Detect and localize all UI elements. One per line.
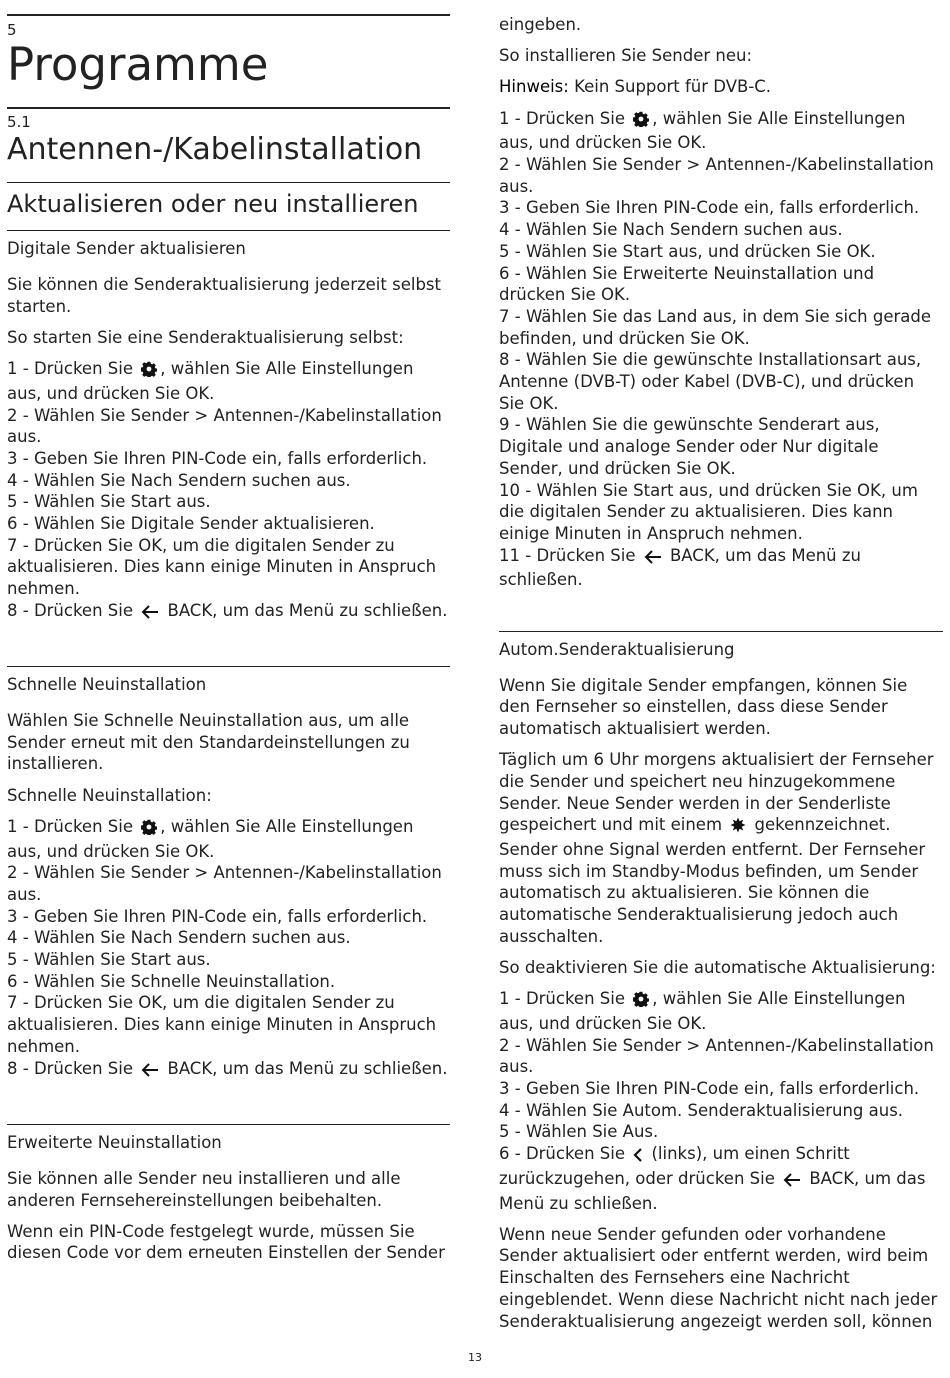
chevron-left-icon [633, 1146, 643, 1168]
digital-update-lead: So starten Sie eine Senderaktualisierung selbst: [7, 327, 404, 347]
step-item: 2 - Wählen Sie Sender > Antennen-/Kabelinstallation aus. [499, 1035, 934, 1077]
chapter-number: 5 [7, 21, 17, 39]
quick-reinstall-rule [7, 666, 450, 667]
advanced-reinstall-steps [499, 108, 943, 591]
dvb-c-note [499, 76, 943, 98]
step-item: 6 - Wählen Sie Erweiterte Neuinstallation und drücken Sie OK. [499, 263, 875, 305]
step-item: 11 - Drücken Sie BACK, um das Menü zu schließen. [499, 545, 861, 590]
section-rule [7, 107, 450, 109]
new-channel-star-icon [730, 817, 746, 839]
pin-note-text-left: Wenn ein PIN-Code festgelegt wurde, müssen Sie diesen Code vor dem erneuten Einstellen der Sender [7, 1221, 445, 1263]
step-item: 2 - Wählen Sie Sender > Antennen-/Kabelinstallation aus. [499, 155, 934, 196]
advanced-reinstall-intro: Sie können alle Sender neu installieren und alle anderen Fernsehereinstellungen beibehalten. [7, 1168, 401, 1210]
step-item: 7 - Drücken Sie OK, um die digitalen Sender zu aktualisieren. Dies kann einige Minuten in Anspruch nehmen. [7, 993, 437, 1056]
step-item: 9 - Wählen Sie die gewünschte Senderart aus, Digitale und analoge Sender oder Nur digitale Sender, und drücken Sie OK. [499, 415, 880, 478]
auto-update-p1: Wenn Sie digitale Sender empfangen, können Sie den Fernseher so einstellen, dass diese Sender automatisch aktualisiert werden. [499, 675, 908, 738]
auto-update-lead: So deaktivieren Sie die automatische Aktualisierung: [499, 958, 936, 978]
gear-icon [141, 361, 157, 383]
left-column [7, 14, 450, 1274]
step-item: 3 - Geben Sie Ihren PIN-Code ein, falls erforderlich. [499, 198, 920, 218]
step-item: 1 - Drücken Sie , wählen Sie Alle Einstellungen aus, und drücken Sie OK. [7, 359, 414, 403]
subsection-rule [7, 182, 450, 183]
step-item: 4 - Wählen Sie Nach Sendern suchen aus. [7, 470, 351, 490]
back-arrow-icon [141, 603, 159, 625]
step-item: 4 - Wählen Sie Nach Sendern suchen aus. [499, 220, 843, 240]
section-number: 5.1 [7, 113, 31, 131]
advanced-reinstall-heading: Erweiterte Neuinstallation [7, 1132, 222, 1152]
digital-update-intro: Sie können die Senderaktualisierung jederzeit selbst starten. [7, 275, 441, 316]
digital-update-steps [7, 358, 450, 624]
step-item: 1 - Drücken Sie , wählen Sie Alle Einstellungen aus, und drücken Sie OK. [7, 816, 414, 861]
advanced-reinstall-lead: So installieren Sie Sender neu: [499, 46, 753, 66]
quick-reinstall-heading: Schnelle Neuinstallation [7, 675, 207, 695]
quick-reinstall-lead: Schnelle Neuinstallation: [7, 785, 212, 805]
gear-icon [141, 819, 157, 841]
digital-update-heading: Digitale Sender aktualisieren [7, 239, 246, 258]
step-item: 4 - Wählen Sie Autom. Senderaktualisierung aus. [499, 1100, 904, 1120]
step-item: 2 - Wählen Sie Sender > Antennen-/Kabelinstallation aus. [7, 405, 442, 447]
step-item: 7 - Wählen Sie das Land aus, in dem Sie sich gerade befinden, und drücken Sie OK. [499, 306, 932, 348]
step-item: 1 - Drücken Sie , wählen Sie Alle Einstellungen aus, und drücken Sie OK. [499, 989, 906, 1033]
note-text: Kein Support für DVB-C. [568, 77, 772, 97]
note-label: Hinweis: [499, 77, 569, 97]
quick-reinstall-intro: Wählen Sie Schnelle Neuinstallation aus, um alle Sender erneut mit den Standardeinstellungen zu installieren. [7, 711, 410, 774]
auto-update-rule [499, 631, 943, 632]
page-number: 13 [468, 1351, 482, 1364]
step-item: 5 - Wählen Sie Start aus. [7, 950, 211, 970]
step-item: 5 - Wählen Sie Aus. [499, 1122, 659, 1142]
back-arrow-icon [141, 1061, 159, 1083]
step-item: 3 - Geben Sie Ihren PIN-Code ein, falls erforderlich. [7, 448, 428, 468]
step-item: 3 - Geben Sie Ihren PIN-Code ein, falls erforderlich. [499, 1079, 920, 1099]
step-item: 6 - Wählen Sie Schnelle Neuinstallation. [7, 971, 336, 991]
step-item: 6 - Wählen Sie Digitale Sender aktualisieren. [7, 514, 375, 534]
digital-update-rule [7, 230, 450, 231]
step-item: 8 - Wählen Sie die gewünschte Installationsart aus, Antenne (DVB-T) oder Kabel (DVB-C), und drücken Sie OK. [499, 350, 922, 413]
advanced-reinstall-pin-note [7, 1221, 450, 1264]
gear-icon [633, 111, 649, 133]
step-item: 8 - Drücken Sie BACK, um das Menü zu schließen. [7, 600, 450, 625]
step-item: 8 - Drücken Sie BACK, um das Menü zu schließen. [7, 1058, 450, 1083]
step-item: 4 - Wählen Sie Nach Sendern suchen aus. [7, 928, 351, 948]
back-arrow-icon [644, 548, 662, 570]
auto-update-steps [499, 988, 943, 1214]
auto-update-heading: Autom.Senderaktualisierung [499, 639, 735, 659]
quick-reinstall-steps [7, 816, 450, 1082]
subsection-title: Aktualisieren oder neu installieren [7, 190, 419, 218]
auto-update-p2: Täglich um 6 Uhr morgens aktualisiert der Fernseher die Sender und speichert neu hinzugekommene Sender. Neue Sender werden in der Senderliste gespeichert und mit einem gekennzeichnet. Sender ohne Signal werden entfernt. Der Fernseher muss sich im Standby-Modus befinden, um Sender automatisch zu aktualisieren. Sie können die automatische Senderaktualisierung jedoch auch ausschalten. [499, 750, 934, 946]
advanced-reinstall-rule [7, 1124, 450, 1125]
step-item: 1 - Drücken Sie , wählen Sie Alle Einstellungen aus, und drücken Sie OK. [499, 108, 906, 153]
step-item: 5 - Wählen Sie Start aus. [7, 492, 211, 512]
step-item: 5 - Wählen Sie Start aus, und drücken Sie OK. [499, 241, 876, 261]
auto-update-p3: Wenn neue Sender gefunden oder vorhandene Sender aktualisiert oder entfernt werden, wird beim Einschalten des Fernsehers eine Nachricht eingeblendet. Wenn diese Nachricht nicht nach jeder Senderaktualisierung angezeigt werden soll, können [499, 1224, 938, 1331]
section-title: Antennen-/Kabelinstallation [7, 132, 423, 167]
step-item: 2 - Wählen Sie Sender > Antennen-/Kabelinstallation aus. [7, 863, 442, 904]
pin-note-continuation: eingeben. [499, 15, 582, 34]
chapter-title: Programme [7, 38, 269, 91]
step-item: 3 - Geben Sie Ihren PIN-Code ein, falls erforderlich. [7, 906, 428, 926]
step-item: 7 - Drücken Sie OK, um die digitalen Sender zu aktualisieren. Dies kann einige Minuten in Anspruch nehmen. [7, 535, 437, 599]
gear-icon [633, 991, 649, 1013]
step-item: 6 - Drücken Sie (links), um einen Schritt zurückzugehen, oder drücken Sie BACK, um das Menü zu schließen. [499, 1144, 926, 1213]
step-item: 10 - Wählen Sie Start aus, und drücken Sie OK, um die digitalen Sender zu aktualisieren. Dies kann einige Minuten in Anspruch nehmen. [499, 480, 918, 543]
back-arrow-icon [783, 1171, 801, 1193]
chapter-rule [7, 14, 450, 16]
right-column [499, 14, 943, 1342]
